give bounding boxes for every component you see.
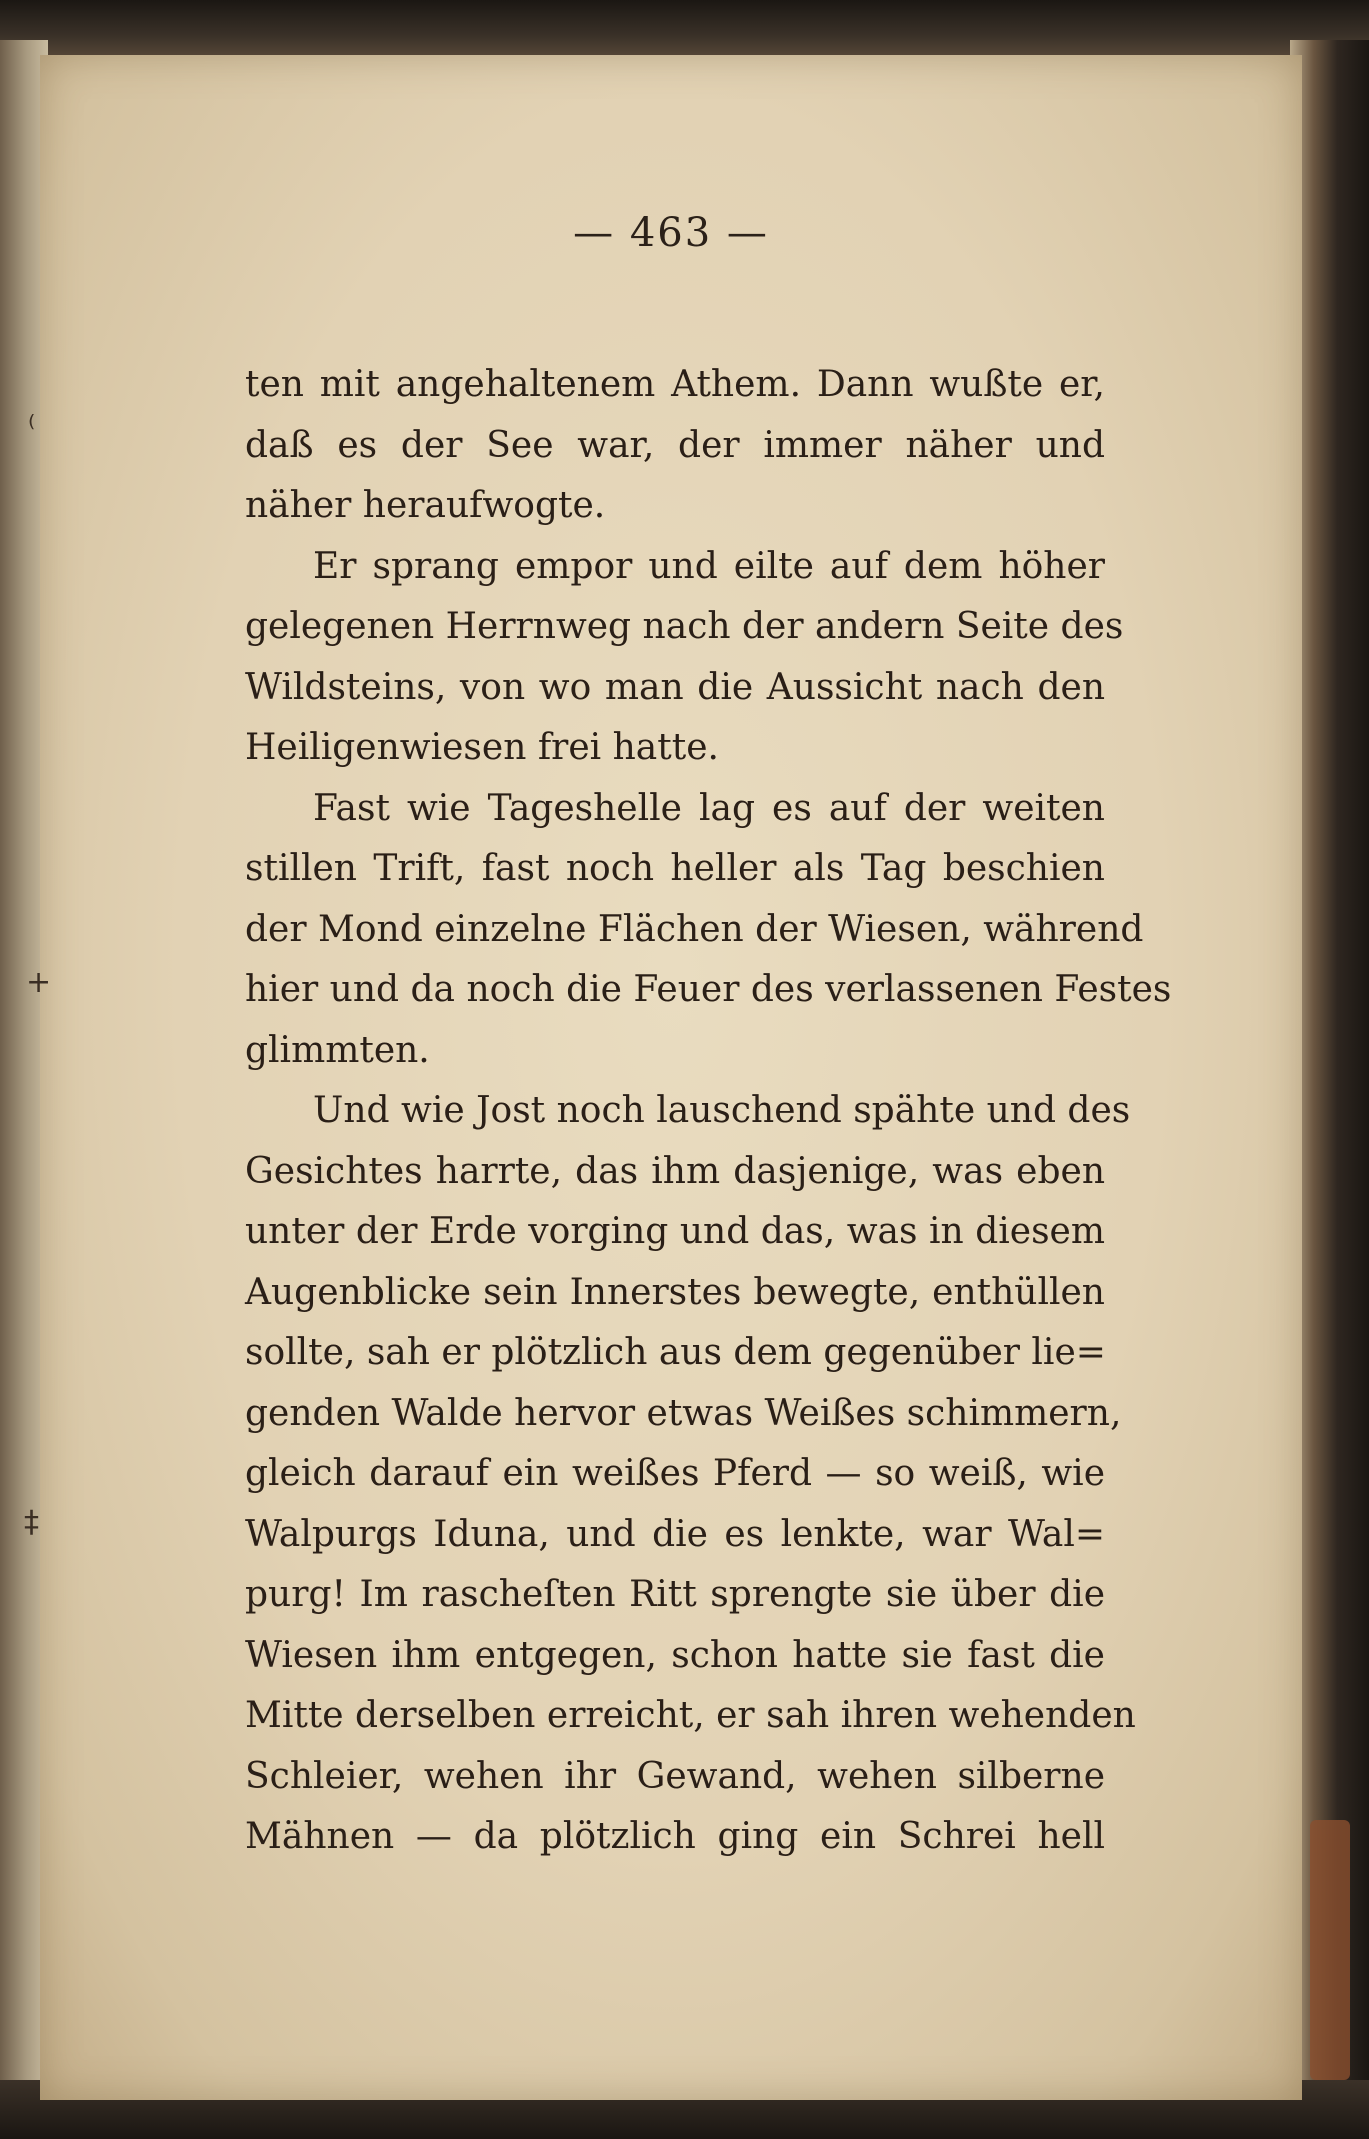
text-line: Er sprang empor und eilte auf dem höher xyxy=(313,545,1105,587)
text-line: ten mit angehaltenem Athem. Dann wußte er, xyxy=(245,364,1105,405)
text-line: Fast wie Tageshelle lag es auf der weiten xyxy=(313,787,1105,829)
paragraph xyxy=(245,355,1105,537)
text-line: sollte, sah er plötzlich aus dem gegenüber lie= xyxy=(245,1332,1106,1373)
text-line: Wiesen ihm entgegen, schon hatte sie fast die xyxy=(245,1634,1105,1676)
text-line: näher heraufwogte. xyxy=(245,485,606,526)
text-line: glimmten. xyxy=(245,1029,430,1071)
book-page xyxy=(40,55,1302,2100)
margin-mark: ⁽ xyxy=(28,410,36,445)
paragraph xyxy=(245,779,1172,1082)
text-line: unter der Erde vorging und das, was in diesem xyxy=(245,1211,1105,1252)
body-text xyxy=(245,355,1172,1868)
text-line: stillen Trift, fast noch heller als Tag beschien xyxy=(245,848,1105,889)
text-line: gelegenen Herrnweg nach der andern Seite des xyxy=(245,606,1124,647)
top-binding-edge xyxy=(0,0,1369,60)
text-line: Walpurgs Iduna, und die es lenkte, war Wal= xyxy=(245,1513,1105,1555)
text-line: Mitte derselben erreicht, er sah ihren wehenden xyxy=(245,1695,1136,1736)
text-line: Schleier, wehen ihr Gewand, wehen silberne xyxy=(245,1755,1105,1797)
text-line: der Mond einzelne Flächen der Wiesen, während xyxy=(245,908,1144,950)
paragraph xyxy=(245,537,1124,779)
paragraph xyxy=(245,1081,1136,1868)
text-line: Augenblicke sein Innerstes bewegte, enthüllen xyxy=(245,1271,1105,1313)
text-line: Heiligenwiesen frei hatte. xyxy=(245,727,719,768)
text-line: gleich darauf ein weißes Pferd — so weiß, wie xyxy=(245,1453,1105,1494)
text-line: Gesichtes harrte, das ihm dasjenige, was eben xyxy=(245,1150,1105,1192)
text-line: Wildsteins, von wo man die Aussicht nach den xyxy=(245,666,1105,708)
text-line: daß es der See war, der immer näher und xyxy=(245,424,1105,466)
text-line: genden Walde hervor etwas Weißes schimmern, xyxy=(245,1392,1122,1434)
leather-patch xyxy=(1310,1820,1350,2080)
text-line: Und wie Jost noch lauschend spähte und des xyxy=(313,1090,1131,1131)
text-line: Mähnen — da plötzlich ging ein Schrei hell xyxy=(245,1816,1105,1857)
page-number: — 463 — xyxy=(573,210,769,256)
text-line: purg! Im rascheſten Ritt sprengte sie über die xyxy=(245,1574,1105,1615)
text-line: hier und da noch die Feuer des verlassenen Festes xyxy=(245,969,1172,1010)
margin-mark: + xyxy=(26,965,52,1000)
margin-mark: ‡ xyxy=(24,1505,39,1540)
